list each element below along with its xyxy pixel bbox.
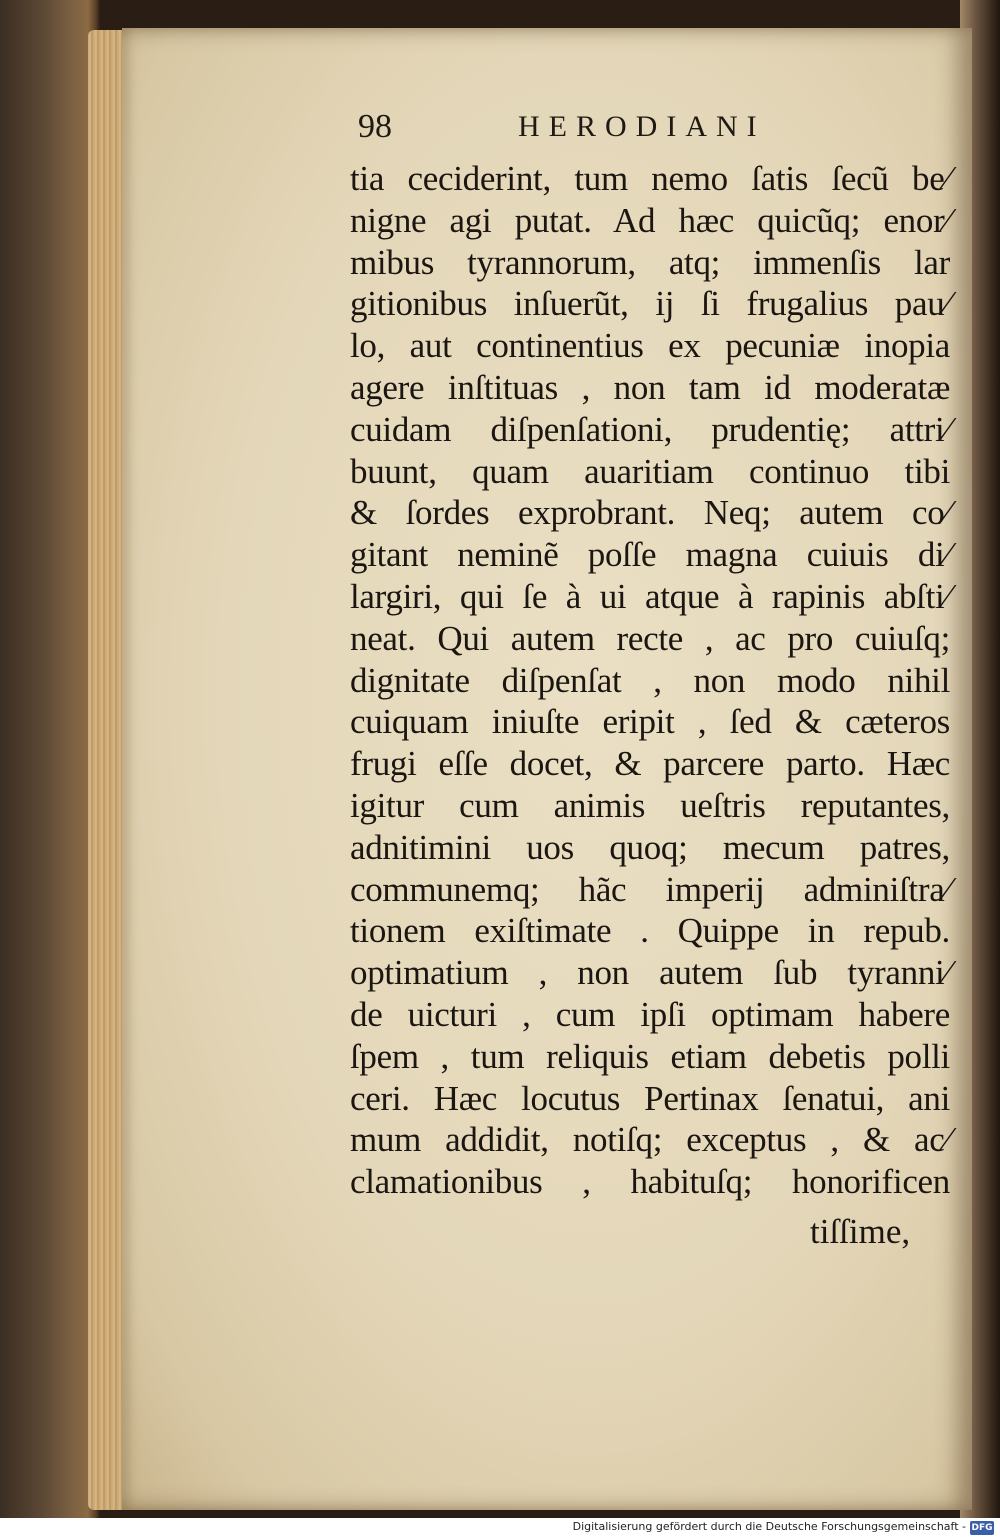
- catchword: tiſſime,: [810, 1212, 911, 1251]
- body-text: [350, 158, 950, 1203]
- text-line: tionem exiſtimate . Quippe in repub.: [350, 911, 950, 951]
- text-line: dignitate diſpenſat , non modo nihil: [350, 660, 950, 700]
- text-line: nigne agi putat. Ad hæc quicũq; enor⁄: [350, 200, 950, 240]
- text-line: clamationibus , habituſq; honorificen: [350, 1162, 950, 1202]
- text-line: cuidam diſpenſationi, prudentię; attri⁄: [350, 409, 950, 449]
- text-line: adnitimini uos quoq; mecum patres,: [350, 827, 950, 867]
- page-number: 98: [358, 108, 392, 145]
- footer-credit: Digitalisierung gefördert durch die Deutsche Forschungsgemeinschaft -: [572, 1520, 966, 1533]
- running-head: HERODIANI: [518, 110, 766, 143]
- text-line: igitur cum animis ueſtris reputantes,: [350, 785, 950, 825]
- text-line: gitant neminẽ poſſe magna cuiuis di⁄: [350, 535, 950, 575]
- text-line: neat. Qui autem recte , ac pro cuiuſq;: [350, 618, 950, 658]
- text-line: mibus tyrannorum, atq; immenſis lar: [350, 242, 950, 282]
- text-line: cuiquam iniuſte eripit , ſed & cæteros: [350, 702, 950, 742]
- dfg-logo: DFG: [971, 1523, 993, 1533]
- text-line: frugi eſſe docet, & parcere parto. Hæc: [350, 744, 950, 784]
- footer-bar: [0, 1518, 1000, 1540]
- text-line: de uicturi , cum ipſi optimam habere: [350, 994, 950, 1034]
- text-line: agere inſtituas , non tam id moderatæ: [350, 367, 950, 407]
- text-line: ſpem , tum reliquis etiam debetis polli: [350, 1036, 950, 1076]
- text-line: lo, aut continentius ex pecuniæ inopia: [350, 326, 950, 366]
- text-line: tia ceciderint, tum nemo ſatis ſecũ be⁄: [350, 159, 950, 198]
- text-line: buunt, quam auaritiam continuo tibi: [350, 451, 950, 491]
- text-line: largiri, qui ſe à ui atque à rapinis abſti⁄: [350, 576, 950, 616]
- text-line: mum addidit, notiſq; exceptus , & ac⁄: [350, 1120, 950, 1160]
- text-line: gitionibus inſuerũt, ij ſi frugalius pau⁄: [350, 284, 950, 324]
- page-stack-edge: [88, 30, 124, 1510]
- text-line: communemq; hãc imperij adminiſtra⁄: [350, 869, 950, 909]
- text-line: ceri. Hæc locutus Pertinax ſenatui, ani: [350, 1078, 950, 1118]
- text-line: optimatium , non autem ſub tyranni⁄: [350, 953, 950, 993]
- text-line: & ſordes exprobrant. Neq; autem co⁄: [350, 493, 950, 533]
